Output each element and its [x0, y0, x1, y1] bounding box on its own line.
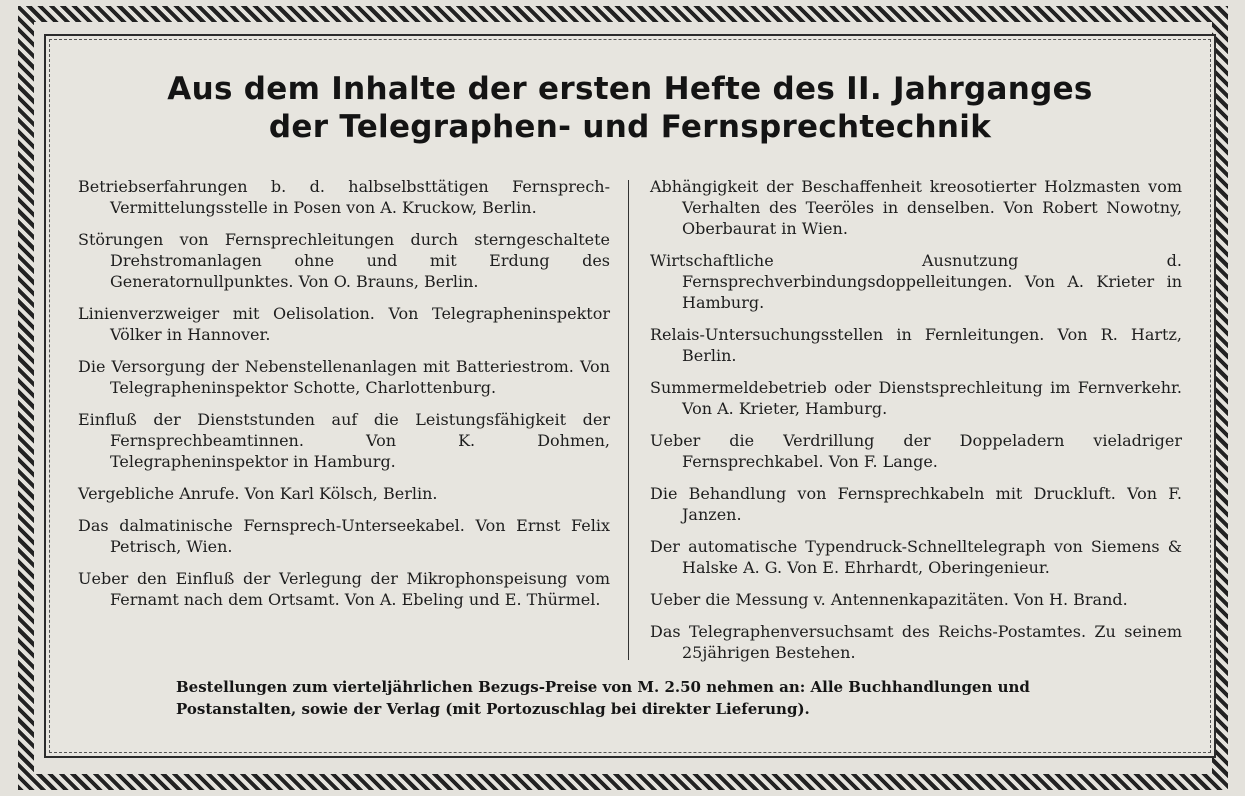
article-entry: Vergebliche Anrufe. Von Karl Kölsch, Berlin.: [78, 484, 438, 503]
article-entry: Das dalmatinische Fernsprech-Unterseekabel. Von Ernst Felix Petrisch, Wien.: [78, 516, 610, 556]
article-entry: Summermeldebetrieb oder Dienstsprechleitung im Fernverkehr. Von A. Krieter, Hamburg.: [650, 378, 1182, 418]
article-entry: Der automatische Typendruck-Schnelltelegraph von Siemens & Halske A. G. Von E. Ehrhardt, Oberingenieur.: [650, 537, 1182, 577]
title-line-1: Aus dem Inhalte der ersten Hefte des II. Jahrganges: [167, 71, 1093, 107]
page-title: [60, 70, 1200, 146]
article-entry: Betriebserfahrungen b. d. halbselbsttätigen Fernsprech-Vermittelungsstelle in Posen von A. Kruckow, Berlin.: [78, 177, 610, 217]
article-entry: Linienverzweiger mit Oelisolation. Von Telegrapheninspektor Völker in Hannover.: [78, 304, 610, 344]
title-line-2: der Telegraphen- und Fernsprechtechnik: [268, 109, 992, 145]
article-entry: Die Versorgung der Nebenstellenanlagen mit Batteriestrom. Von Telegrapheninspektor Schotte, Charlottenburg.: [78, 357, 610, 397]
article-entry: Ueber die Verdrillung der Doppeladern vieladriger Fernsprechkabel. Von F. Lange.: [650, 431, 1182, 471]
article-entry: Einfluß der Dienststunden auf die Leistungsfähigkeit der Fernsprechbeamtinnen. Von K. Dohmen, Telegrapheninspektor in Hamburg.: [78, 410, 610, 471]
article-entry: Das Telegraphenversuchsamt des Reichs-Postamtes. Zu seinem 25jährigen Bestehen.: [650, 622, 1182, 662]
left-column: [78, 176, 610, 621]
article-entry: Ueber die Messung v. Antennenkapazitäten. Von H. Brand.: [650, 590, 1128, 609]
article-entry: Abhängigkeit der Beschaffenheit kreosotierter Holzmasten vom Verhalten des Teeröles in denselben. Von Robert Nowotny, Oberbaurat in Wien.: [650, 177, 1182, 238]
subscription-notice: Bestellungen zum vierteljährlichen Bezugs-Preise von M. 2.50 nehmen an: Alle Buchhandlungen und Postanstalten, sowie der Verlag (mit Portozuschlag bei direkter Lieferung).: [176, 678, 1030, 718]
right-column: [650, 176, 1182, 674]
column-divider: [628, 180, 629, 660]
article-entry: Störungen von Fernsprechleitungen durch sterngeschaltete Drehstromanlagen ohne und mit Erdung des Generatornullpunktes. Von O. Brauns, Berlin.: [78, 230, 610, 291]
article-entry: Ueber den Einfluß der Verlegung der Mikrophonspeisung vom Fernamt nach dem Ortsamt. Von A. Ebeling und E. Thürmel.: [78, 569, 610, 609]
article-entry: Wirtschaftliche Ausnutzung d. Fernsprechverbindungsdoppelleitungen. Von A. Krieter in Hamburg.: [650, 251, 1182, 312]
article-entry: Relais-Untersuchungsstellen in Fernleitungen. Von R. Hartz, Berlin.: [650, 325, 1182, 365]
article-entry: Die Behandlung von Fernsprechkabeln mit Druckluft. Von F. Janzen.: [650, 484, 1182, 524]
